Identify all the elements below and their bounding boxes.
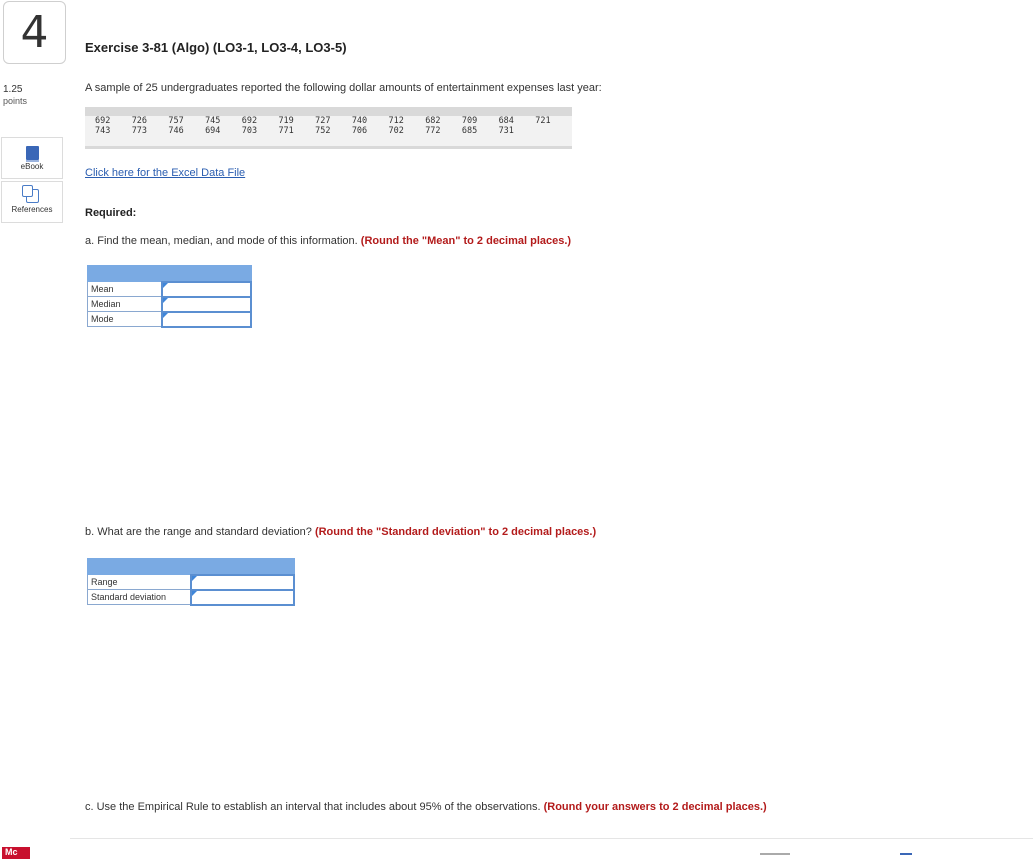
data-value: 743 — [95, 126, 111, 136]
data-value: 731 — [498, 126, 514, 136]
references-button[interactable] — [1, 181, 63, 223]
part-b-hint: (Round the "Standard deviation" to 2 decimal places.) — [314, 526, 597, 538]
data-value: 726 — [131, 116, 148, 126]
references-label: References — [11, 205, 53, 214]
excel-data-link[interactable]: Click here for the Excel Data File — [85, 167, 246, 179]
data-value: 727 — [315, 116, 331, 126]
data-value: 694 — [205, 126, 221, 136]
median-input[interactable] — [163, 297, 254, 312]
exercise-title: Exercise 3-81 (Algo) (LO3-1, LO3-4, LO3-5) — [85, 40, 347, 55]
data-row — [85, 126, 572, 136]
part-a-hint: (Round the "Mean" to 2 decimal places.) — [360, 235, 572, 247]
nav-fragment — [760, 853, 790, 855]
data-value: 771 — [278, 126, 294, 136]
std-dev-input[interactable] — [192, 590, 297, 605]
data-value: 685 — [461, 126, 478, 136]
mean-input[interactable] — [163, 282, 254, 297]
points-label: points — [3, 96, 28, 106]
question-number: 4 — [3, 1, 66, 64]
answer-label: Mean — [88, 282, 163, 297]
data-value: 709 — [461, 116, 478, 126]
data-value: 682 — [425, 116, 441, 126]
answer-row-mean — [88, 282, 252, 297]
footer-divider — [70, 838, 1033, 839]
mode-input[interactable] — [163, 312, 254, 327]
data-value: 746 — [168, 126, 184, 136]
answer-label: Range — [88, 575, 191, 590]
book-icon — [26, 146, 39, 160]
answer-row-mode — [88, 312, 252, 327]
exercise-intro: A sample of 25 undergraduates reported the following dollar amounts of entertainment expenses last year: — [85, 82, 602, 94]
brand-logo: Mc — [2, 847, 30, 859]
part-a-answer-table — [87, 265, 252, 328]
grid-icon[interactable] — [900, 853, 912, 855]
data-value: 772 — [425, 126, 441, 136]
data-value: 773 — [131, 126, 148, 136]
part-b-question — [85, 526, 596, 538]
part-c-question — [85, 800, 785, 814]
range-input[interactable] — [192, 575, 297, 590]
part-b-answer-table — [87, 558, 295, 606]
data-value: 745 — [205, 116, 221, 126]
points-value: 1.25 — [3, 84, 23, 95]
data-value: 719 — [278, 116, 294, 126]
ebook-button[interactable] — [1, 137, 63, 179]
data-value: 712 — [388, 116, 404, 126]
answer-label: Median — [88, 297, 163, 312]
data-row — [85, 116, 572, 126]
copy-icon — [26, 189, 39, 203]
part-b-text: b. What are the range and standard deviation? — [85, 526, 312, 538]
answer-label: Mode — [88, 312, 163, 327]
answer-row-median — [88, 297, 252, 312]
data-value: 702 — [388, 126, 404, 136]
data-value: 752 — [315, 126, 331, 136]
data-value: 706 — [351, 126, 368, 136]
answer-row-std — [88, 590, 295, 605]
data-value: 684 — [498, 116, 514, 126]
required-label: Required: — [85, 207, 137, 219]
answer-row-range — [88, 575, 295, 590]
data-value: 692 — [241, 116, 258, 126]
data-value: 757 — [168, 116, 184, 126]
data-value: 721 — [535, 116, 551, 126]
part-c-text: c. Use the Empirical Rule to establish an interval that includes about 95% of the observations. — [85, 801, 541, 813]
data-table — [85, 107, 572, 149]
answer-label: Standard deviation — [88, 590, 191, 605]
part-c-hint: (Round your answers to 2 decimal places.) — [543, 801, 767, 813]
data-value: 703 — [241, 126, 258, 136]
data-value: 692 — [95, 116, 111, 126]
ebook-label: eBook — [20, 162, 44, 171]
part-a-text: a. Find the mean, median, and mode of this information. — [85, 235, 358, 247]
part-a-question — [85, 235, 571, 247]
data-value: 740 — [351, 116, 368, 126]
